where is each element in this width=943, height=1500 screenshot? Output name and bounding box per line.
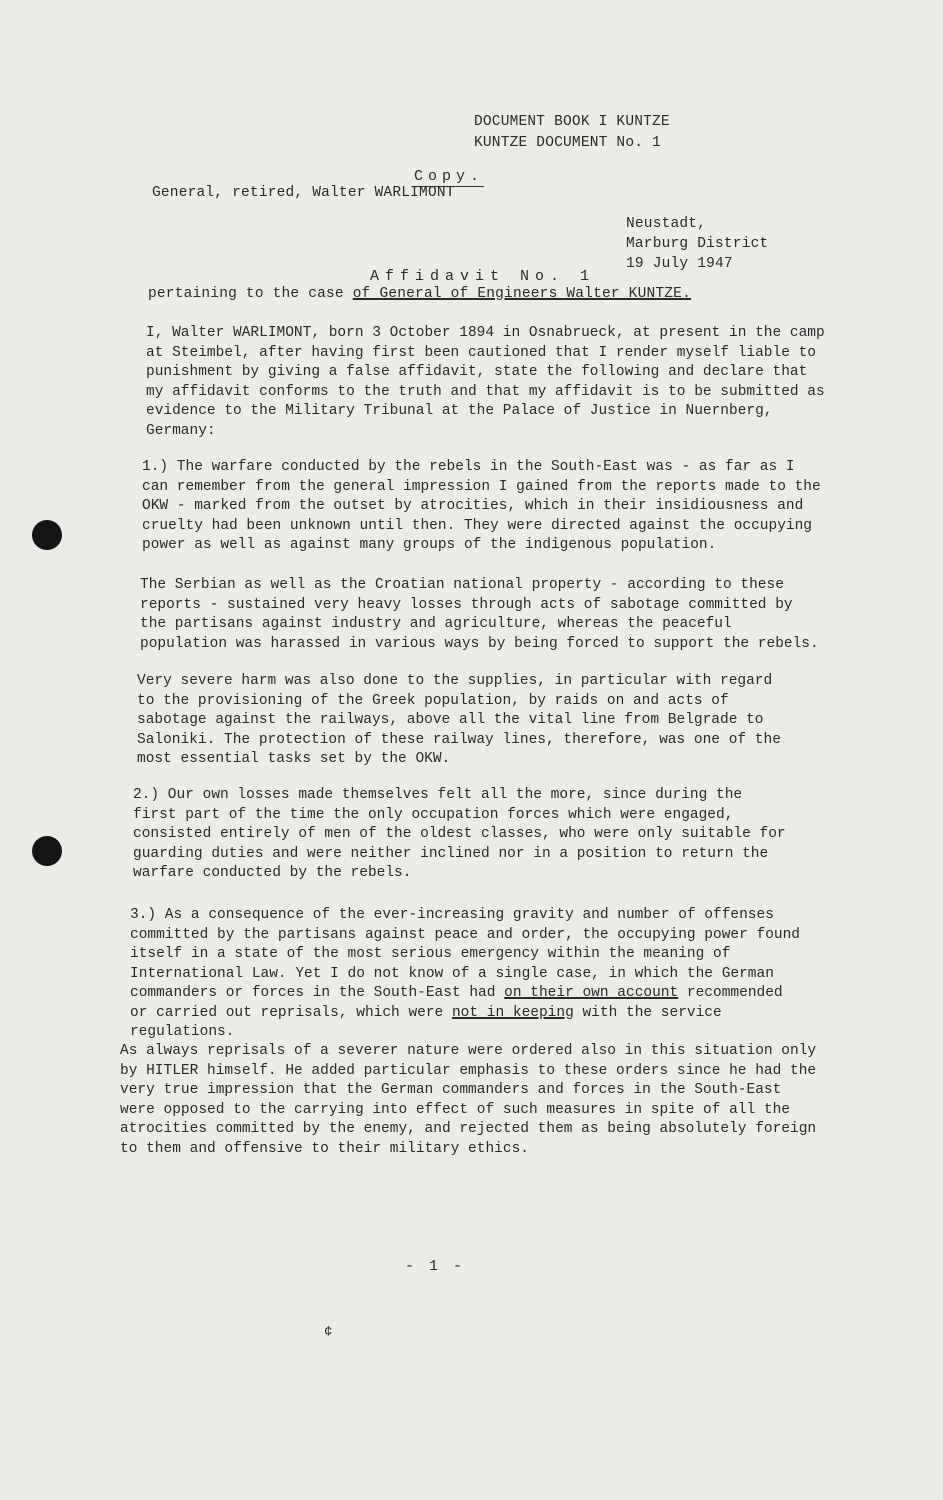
page-number: - 1 - <box>405 1258 466 1275</box>
section-2-paragraph: 2.) Our own losses made themselves felt all the more, since during the first part of the time the only occupation forces which were engaged, consisted entirely of men of the oldest classes, who were only suitable for guarding duties and were neither inclined nor in a position to return the warfare conducted by the rebels. <box>133 787 795 881</box>
section-3-text-a: 3.) As a consequence of the ever-increasing gravity and number of offenses committed by the partisans against peace and order, the occupying power found itself in a state of the most serious emergency within the meaning of International Law. Yet I do not know of a single case, in which the German commanders or forces in the South-East had <box>130 907 809 1001</box>
location-district: Marburg District <box>626 236 769 252</box>
intro-paragraph: I, Walter WARLIMONT, born 3 October 1894 in Osnabrueck, at present in the camp at Steimbel, after having first been cautioned that I render myself liable to punishment by giving a false affidavit, state the following and declare that my affidavit conforms to the truth and that my affidavit is to be submitted as evidence to the Military Tribunal at the Palace of Justice in Nuernberg, Germany: <box>146 325 834 439</box>
pertaining-line <box>148 286 691 302</box>
section-1-paragraph-1: 1.) The warfare conducted by the rebels in the South-East was - as far as I can remember from the general impression I gained from the reports made to the OKW - marked from the outset by atrocities, which in their insidiousness and cruelty had been unknown until then. They were directed against the occupying power as well as against many groups of the indigenous population. <box>142 459 830 553</box>
case-title: of General of Engineers Walter KUNTZE. <box>352 286 691 302</box>
location-place: Neustadt, <box>626 216 707 232</box>
section-3-paragraph-1 <box>130 906 809 1043</box>
section-3-paragraph-2: As always reprisals of a severer nature were ordered also in this situation only by HITLER himself. He added particular emphasis to these orders since he had the very true impression that the German commanders and forces in the South-East were opposed to the carrying into effect of such measures in spite of all the atrocities committed by the enemy, and rejected them as being absolutely foreign to them and offensive to their military ethics. <box>120 1043 825 1157</box>
punch-hole-bottom <box>32 836 62 866</box>
section-1-paragraph-2: The Serbian as well as the Croatian national property - according to these reports - sustained very heavy losses through acts of sabotage committed by the partisans against industry and agriculture, whereas the peaceful population was harassed in various ways by being forced to support the rebels. <box>140 577 819 652</box>
margin-mark: ¢ <box>324 1324 333 1340</box>
author-line: General, retired, Walter WARLIMONT <box>152 185 455 201</box>
section-1-paragraph-3: Very severe harm was also done to the supplies, in particular with regard to the provisioning of the Greek population, by raids on and acts of sabotage against the railways, above all the vital line from Belgrade to Saloniki. The protection of these railway lines, therefore, was one of the most essential tasks set by the OKW. <box>137 673 790 767</box>
section-3-underline-1: on their own account <box>504 985 679 1001</box>
copy-label: Copy. <box>414 168 485 185</box>
section-3-text-c: with the service regulations. <box>130 1004 731 1040</box>
document-book-label: DOCUMENT BOOK I KUNTZE <box>474 114 670 130</box>
section-3-underline-2: not in keeping <box>451 1004 574 1021</box>
affidavit-title: Affidavit No. 1 <box>370 268 596 285</box>
pertaining-lead: pertaining to the case <box>148 286 353 302</box>
document-number-label: KUNTZE DOCUMENT No. 1 <box>474 135 661 151</box>
section-3-text-b: recommended or carried out reprisals, which were <box>130 985 792 1021</box>
punch-hole-top <box>32 520 62 550</box>
affidavit-date: 19 July 1947 <box>626 256 733 272</box>
